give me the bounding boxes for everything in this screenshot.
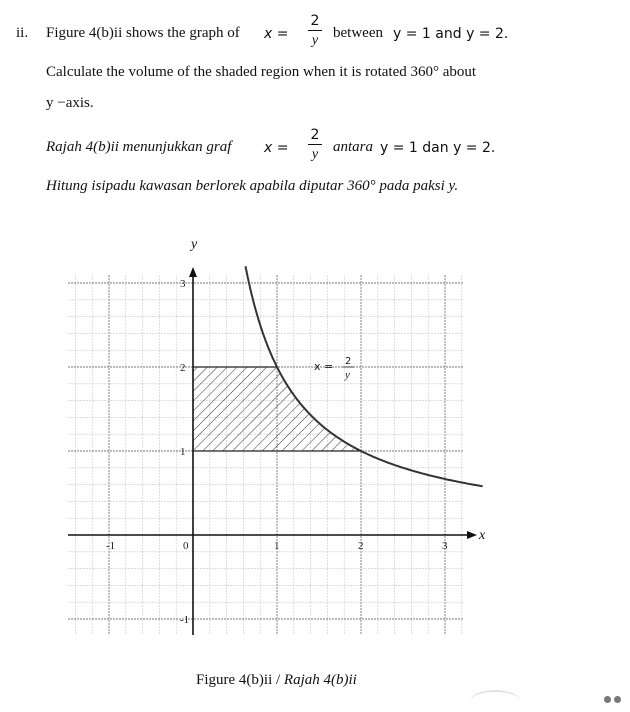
question-number: ii. bbox=[16, 25, 29, 41]
x-tick-label-0: 0 bbox=[183, 540, 189, 552]
x-axis-label: x bbox=[479, 528, 486, 543]
y-tick-label--1: -1 bbox=[180, 614, 190, 626]
fraction-numerator-ms: 2 bbox=[310, 127, 320, 143]
figure-caption bbox=[196, 672, 357, 689]
x-tick-label--1: -1 bbox=[106, 540, 116, 552]
y-tick-label-3: 3 bbox=[180, 278, 186, 290]
question-en-line3: y −axis. bbox=[46, 95, 94, 111]
x-equals: x = bbox=[264, 26, 289, 42]
question-en-between: between bbox=[333, 25, 383, 41]
curve-label-numerator: 2 bbox=[345, 356, 352, 367]
caption-ms: Rajah 4(b)ii bbox=[283, 672, 357, 688]
question-ms-antara: antara bbox=[333, 139, 374, 155]
curve-x-equals-2-over-y bbox=[246, 266, 483, 486]
question-en-range: y = 1 and y = 2. bbox=[393, 26, 509, 42]
y-tick-label-2: 2 bbox=[180, 362, 186, 374]
more-options-dots[interactable] bbox=[604, 690, 624, 708]
question-en-line2: Calculate the volume of the shaded region when it is rotated 360° about bbox=[46, 64, 477, 80]
question-en-prefix: Figure 4(b)ii shows the graph of bbox=[46, 25, 240, 41]
curve-label-denominator: y bbox=[345, 369, 350, 381]
x-tick-label-2: 2 bbox=[358, 540, 364, 552]
x-equals-ms: x = bbox=[264, 140, 289, 156]
y-axis-label: y bbox=[191, 237, 198, 252]
fraction-denominator: y bbox=[311, 33, 319, 48]
x-tick-label-1: 1 bbox=[274, 540, 280, 552]
caption-en: Figure 4(b)ii / bbox=[196, 672, 281, 688]
shaded-region bbox=[193, 367, 361, 451]
x-tick-label-3: 3 bbox=[442, 540, 448, 552]
page-indicator-arc bbox=[470, 690, 520, 712]
y-axis-arrow-icon bbox=[189, 267, 197, 277]
question-ms-line2: Hitung isipadu kawasan berlorek apabila diputar 360° pada paksi y. bbox=[46, 178, 459, 194]
fraction-denominator-ms: y bbox=[311, 147, 319, 162]
y-tick-label-1: 1 bbox=[180, 446, 186, 458]
curve-label-lhs: x = bbox=[314, 360, 334, 373]
x-axis-arrow-icon bbox=[467, 531, 477, 539]
fraction-numerator: 2 bbox=[310, 13, 320, 29]
question-ms-range: y = 1 dan y = 2. bbox=[380, 140, 496, 156]
question-ms-line1: Rajah 4(b)ii menunjukkan graf bbox=[46, 139, 232, 155]
